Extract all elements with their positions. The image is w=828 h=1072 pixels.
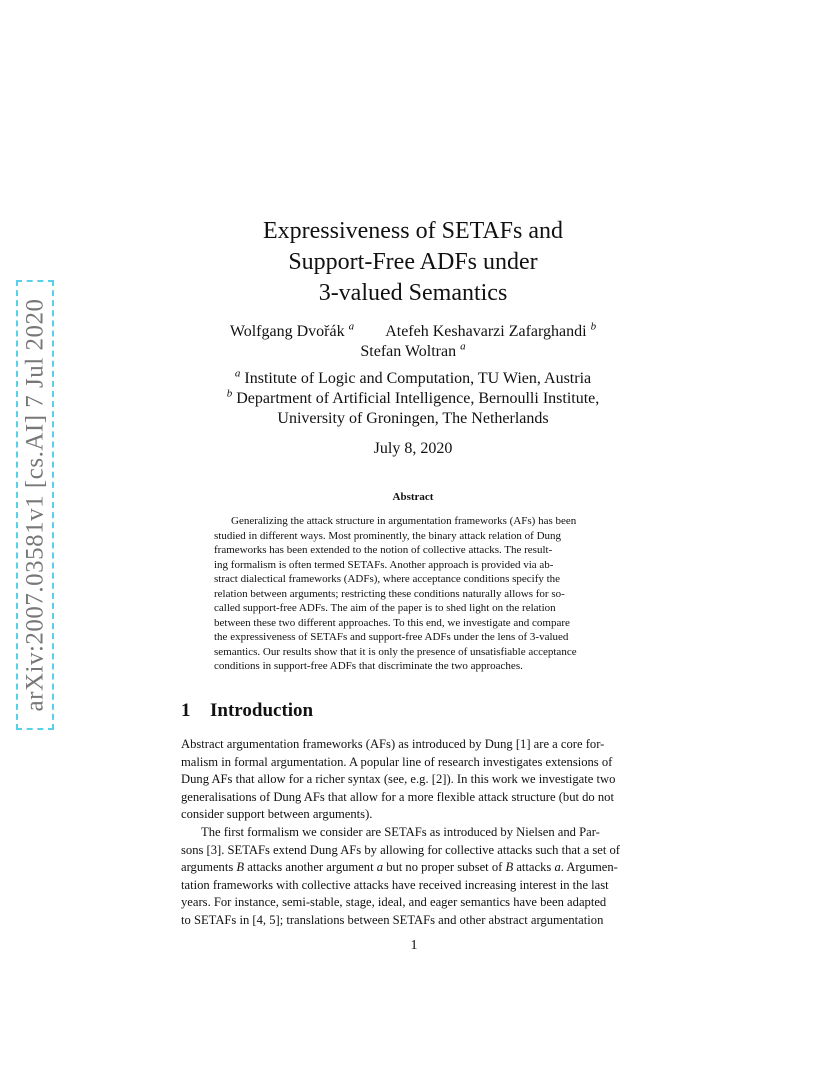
- abstract-line: Generalizing the attack structure in argumentation frameworks (AFs) has been: [231, 515, 577, 527]
- affiliation-text: University of Groningen, The Netherlands: [277, 410, 549, 427]
- arxiv-identifier-stamp: [16, 280, 54, 730]
- abstract-line: the expressiveness of SETAFs and support-free ADFs under the lens of 3-valued: [214, 631, 569, 643]
- body-line: Dung AFs that allow for a richer syntax (see, e.g. [2]). In this work we investigate two: [181, 772, 616, 787]
- page-number: 1: [410, 938, 418, 953]
- title-line-3: 3-valued Semantics: [318, 280, 508, 306]
- paper-date: July 8, 2020: [373, 440, 453, 457]
- author-list-row-2: [190, 342, 636, 362]
- body-line: arguments B attacks another argument a but no proper subset of B attacks a. Argumen-: [181, 860, 618, 875]
- body-line: years. For instance, semi-stable, stage, ideal, and eager semantics have been adapted: [181, 895, 607, 910]
- author-affiliation-mark: b: [590, 320, 597, 333]
- author-name: Stefan Woltran: [360, 343, 457, 360]
- body-line: sons [3]. SETAFs extend Dung AFs by allowing for collective attacks such that a set of: [181, 842, 620, 857]
- paper-title: [200, 216, 626, 309]
- abstract-line: frameworks has been extended to the notion of collective attacks. The result-: [214, 544, 553, 556]
- abstract-heading: Abstract: [392, 491, 434, 503]
- introduction-body: [181, 736, 645, 930]
- affiliation-mark: a: [234, 367, 241, 380]
- affiliation-text: Department of Artificial Intelligence, Bernoulli Institute,: [236, 390, 600, 407]
- abstract-line: conditions in support-free ADFs that discriminate the two approaches.: [214, 660, 523, 672]
- abstract-line: semantics. Our results show that it is only the presence of unsatisfiable acceptance: [214, 645, 577, 658]
- abstract-line: called support-free ADFs. The aim of the paper is to shed light on the relation: [214, 602, 556, 614]
- abstract-line: ing formalism is often termed SETAFs. Another approach is provided via ab-: [214, 558, 554, 571]
- author-name: Wolfgang Dvořák: [229, 323, 345, 340]
- body-line: consider support between arguments).: [181, 807, 373, 822]
- author-affiliation-mark: a: [460, 340, 466, 353]
- abstract-body: [214, 514, 612, 674]
- affiliation-mark: b: [226, 387, 233, 400]
- body-line: The first formalism we consider are SETAFs as introduced by Nielsen and Par-: [201, 824, 600, 839]
- section-title: Introduction: [210, 700, 314, 721]
- section-heading: [181, 700, 313, 722]
- author-list-row-1: [190, 322, 636, 342]
- affiliation-line: [190, 409, 636, 429]
- author-affiliation-mark: a: [348, 320, 355, 333]
- arxiv-identifier-text: arXiv:2007.03581v1 [cs.AI] 7 Jul 2020: [21, 298, 48, 712]
- abstract-line: studied in different ways. Most prominently, the binary attack relation of Dung: [214, 529, 562, 542]
- abstract-line: relation between arguments; restricting these conditions naturally allows for so-: [214, 587, 565, 600]
- affiliation-text: Institute of Logic and Computation, TU Wien, Austria: [244, 370, 592, 387]
- affiliations: [190, 369, 636, 429]
- abstract-line: between these two different approaches. To this end, we investigate and compare: [214, 616, 570, 629]
- body-line: malism in formal argumentation. A popular line of research investigates extensions of: [181, 754, 613, 769]
- title-line-2: Support-Free ADFs under: [288, 249, 538, 275]
- affiliation-line: [190, 389, 636, 409]
- author-name: Atefeh Keshavarzi Zafarghandi: [385, 323, 587, 340]
- body-line: Abstract argumentation frameworks (AFs) as introduced by Dung [1] are a core for-: [181, 737, 605, 751]
- body-line: tation frameworks with collective attacks have received increasing interest in the last: [181, 877, 609, 892]
- body-line: to SETAFs in [4, 5]; translations between SETAFs and other abstract argumentation: [181, 912, 604, 927]
- section-number: 1: [181, 700, 191, 721]
- body-line: generalisations of Dung AFs that allow for a more flexible attack structure (but do not: [181, 789, 614, 804]
- abstract-line: stract dialectical frameworks (ADFs), where acceptance conditions specify the: [214, 573, 561, 585]
- affiliation-line: [190, 369, 636, 389]
- title-line-1: Expressiveness of SETAFs and: [262, 218, 564, 244]
